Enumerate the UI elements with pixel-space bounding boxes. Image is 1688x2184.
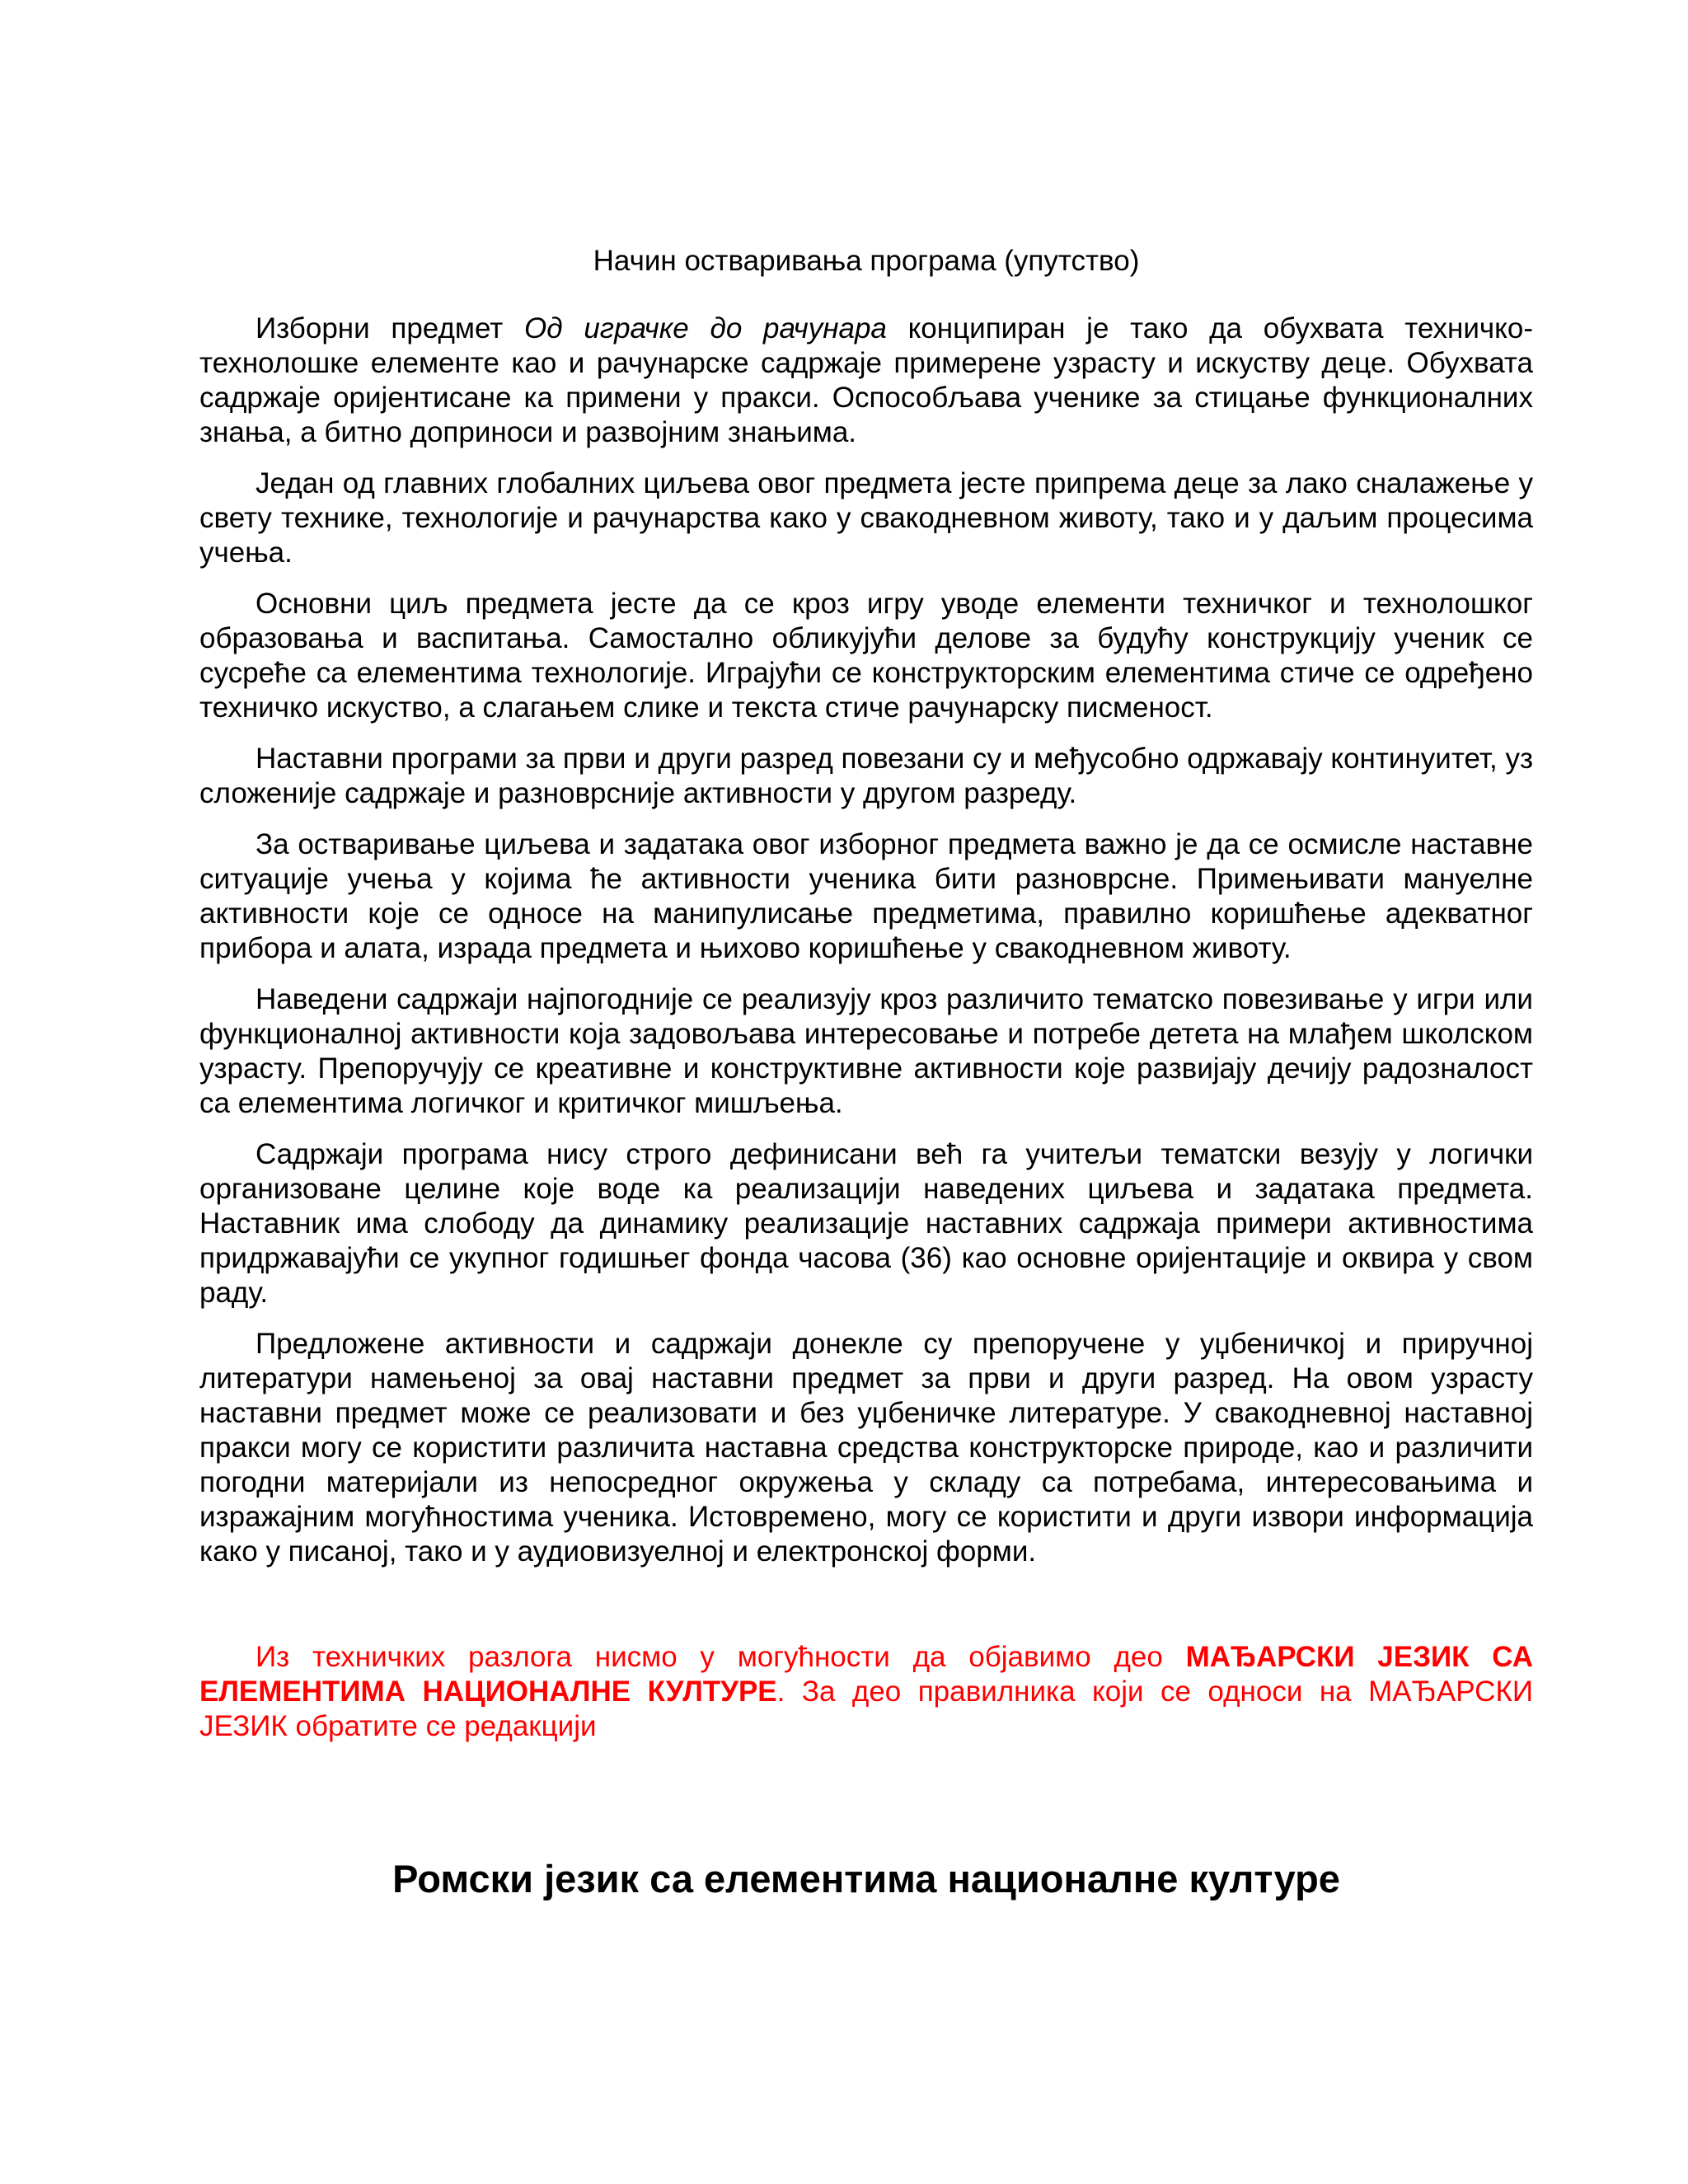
next-section-title: Ромски језик са елементима националне културе [392,1857,1340,1900]
section-heading: Начин остваривања програма (упутство) [593,245,1140,277]
paragraph-5: За остваривање циљева и задатака овог изборног предмета важно је да се осмисле наставне ситуације учења у којима ће активности ученика бити разноврсне. Примењивати мануелне активности које се односе на манипулисање предметима, правилно коришћење адекватног прибора и алата, израда предмета и њихово коришћење у свакодневном животу. [199,828,1533,964]
document-content [199,241,1533,1904]
paragraph-6: Наведени садржаји најпогодније се реализују кроз различито тематско повезивање у игри или функционалној активности која задовољава интересовање и потребе детета на млађем школском узрасту. Препоручују се креативне и конструктивне активности које развијају дечију радозналост са елементима логичког и критичког мишљења. [199,983,1533,1119]
paragraph-4: Наставни програми за први и други разред повезани су и међусобно одржавају континуитет, уз сложеније садржаје и разноврсније активности у другом разреду. [199,743,1533,809]
paragraph-3: Основни циљ предмета јесте да се кроз игру уводе елементи техничког и технолошког образовања и васпитања. Самостално обликујући делове за будућу конструкцију ученик се сусреће са елементима технологије. Играјући се конструкторским елементима стиче се одређено техничко искуство, а слагањем слике и текста стиче рачунарску писменост. [199,588,1533,724]
paragraph-8: Предложене активности и садржаји донекле су препоручене у уџбеничкој и приручној литератури намењеној за овај наставни предмет за први и други разред. На овом узрасту наставни предмет може се реализовати и без уџбеничке литературе. У свакодневној наставној пракси могу се користити различита наставна средства конструкторске природе, као и различити погодни материјали из непосредног окружења у складу са потребама, интересовањима и изражајним могућностима ученика. Истовремено, могу се користити и други извори информација како у писаној, тако и у аудиовизуелној и електронској форми. [199,1328,1533,1568]
notice-lead: Из техничких разлога нисмо у могућности да објавимо део [256,1641,1186,1673]
paragraph-1-before: Изборни предмет [256,312,525,344]
paragraph-7: Садржаји програма нису строго дефинисани већ га учитељи тематски везују у логички организоване целине које воде ка реализацији наведених циљева и задатака предмета. Наставник има слободу да динамику реализације наставних садржаја примери активностима придржавајући се укупног годишњег фонда часова (36) као основне оријентације и оквира у свом раду. [199,1138,1533,1309]
paragraph-2: Један од главних глобалних циљева овог предмета јесте припрема деце за лако сналажење у свету технике, технологије и рачунарства како у свакодневном животу, тако и у даљим процесима учења. [199,467,1533,569]
notice-tail: . За део правилника који се односи на МАЂАРСКИ ЈЕЗИК обратите се редакцији [199,1675,1533,1742]
notice-bold: МАЂАРСКИ ЈЕЗИК СА ЕЛЕМЕНТИМА НАЦИОНАЛНЕ КУЛТУРЕ [199,1641,1533,1708]
paragraph-1 [199,312,1533,450]
publication-notice [199,1640,1533,1744]
paragraph-1-after: конципиран је тако да обухвата техничко-технолошке елементе као и рачунарске садржаје примерене узрасту и искуству деце. Обухвата садржаје оријентисане ка примени у пракси. Оспособљава ученике за стицање функционалних знања, а битно доприноси и развојним знањима. [199,312,1533,448]
subject-title-italic: Од играчке до рачунара [524,312,887,344]
